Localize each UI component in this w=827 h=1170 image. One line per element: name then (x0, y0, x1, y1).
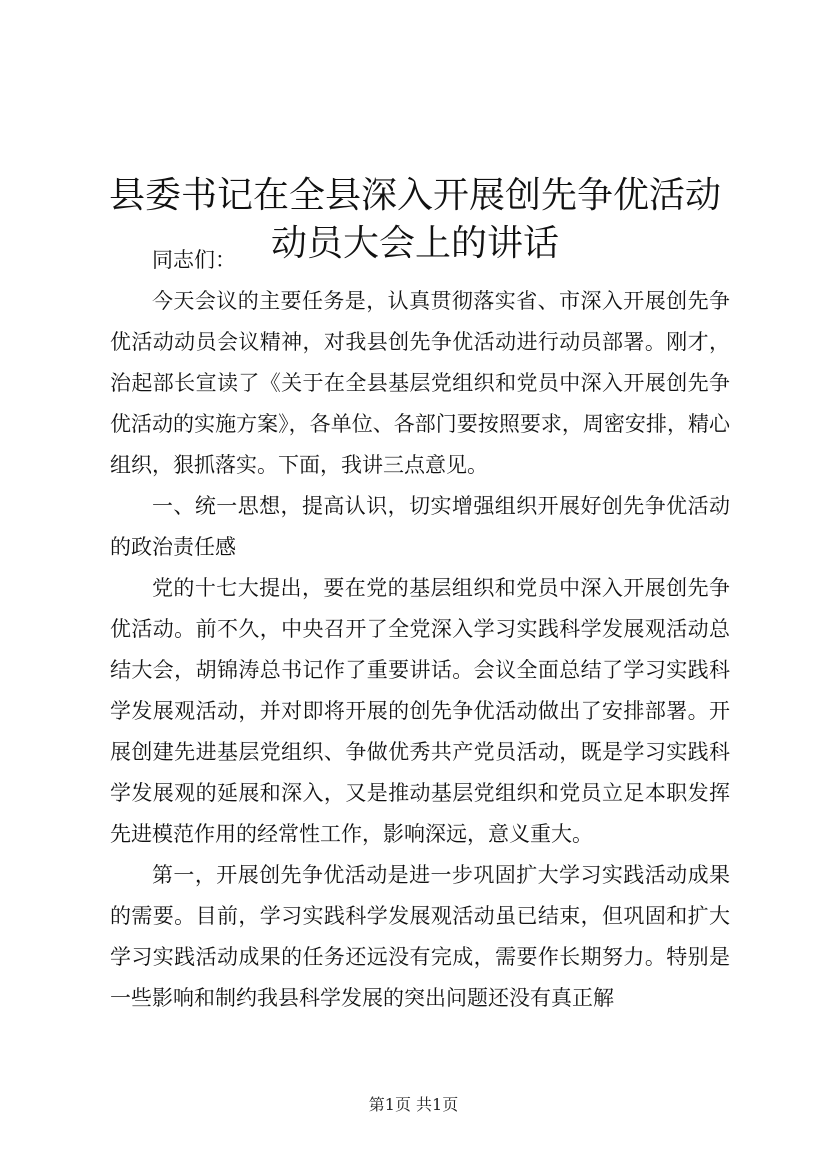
paragraph-background: 党的十七大提出，要在党的基层组织和党员中深入开展创先争优活动。前不久，中央召开了全党深入学习实践科学发展观活动总结大会，胡锦涛总书记作了重要讲话。会议全面总结了学习实践科学发展观活动，并对即将开展的创先争优活动做出了安排部署。开展创建先进基层党组织、争做优秀共产党员活动，既是学习实践科学发展观的延展和深入，又是推动基层党组织和党员立足本职发挥先进模范作用的经常性工作，影响深远，意义重大。 (110, 576, 730, 846)
document-title: 县委书记在全县深入开展创先争优活动动员大会上的讲话 (108, 175, 721, 265)
paragraph-intro: 今天会议的主要任务是，认真贯彻落实省、市深入开展创先争优活动动员会议精神，对我县创先争优活动进行动员部署。刚才，治起部长宣读了《关于在全县基层党组织和党员中深入开展创先争优活动的实施方案》，各单位、各部门要按照要求，周密安排，精心组织，狠抓落实。下面，我讲三点意见。 (110, 289, 730, 477)
document-body (110, 240, 730, 1019)
section-heading-1: 一、统一思想，提高认识，切实增强组织开展好创先争优活动的政治责任感 (110, 494, 730, 559)
page-footer: 第1页 共1页 (368, 1095, 459, 1114)
greeting: 同志们： (152, 248, 236, 272)
paragraph-first-point: 第一，开展创先争优活动是进一步巩固扩大学习实践活动成果的需要。目前，学习实践科学发展观活动虽已结束，但巩固和扩大学习实践活动成果的任务还远没有完成，需要作长期努力。特别是一些影响和制约我县科学发展的突出问题还没有真正解 (110, 863, 730, 1010)
